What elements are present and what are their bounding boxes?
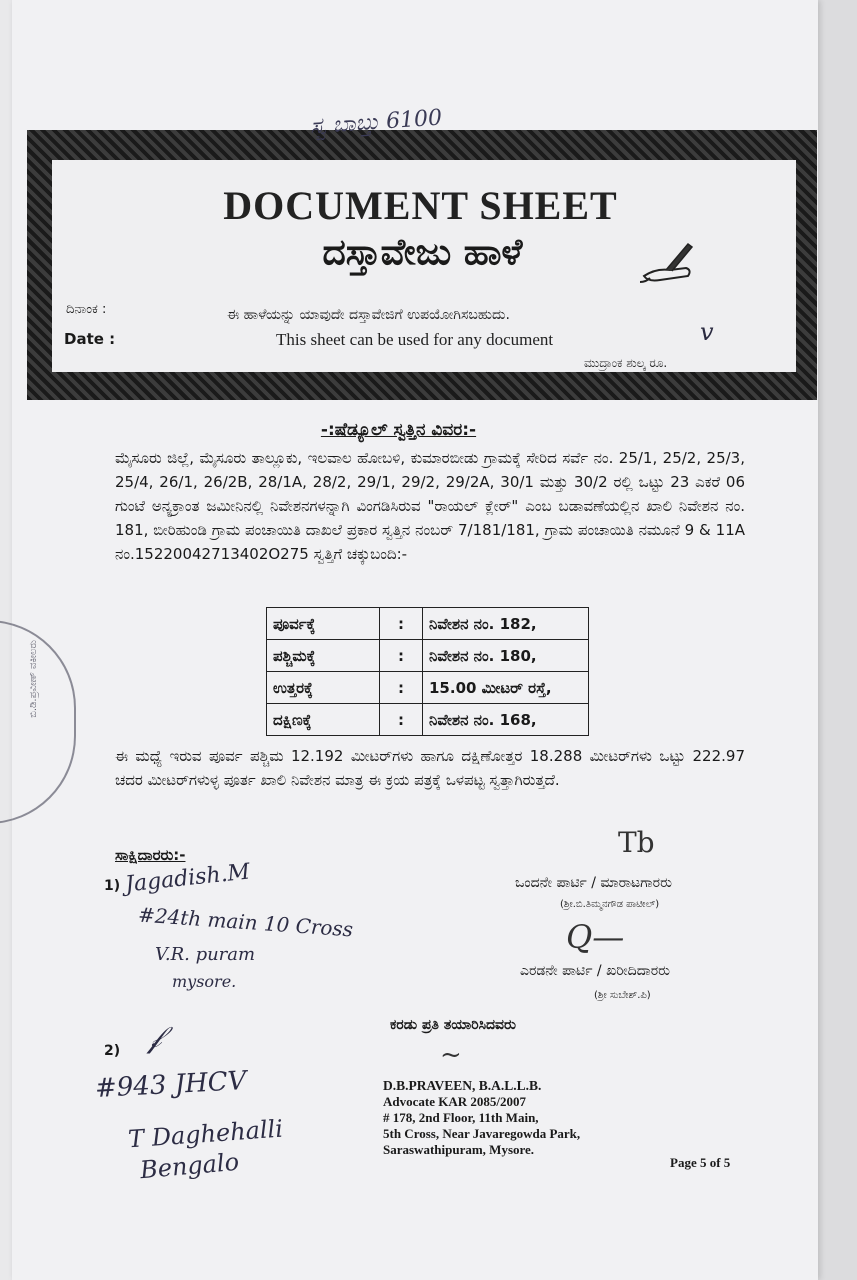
second-party-label: ಎರಡನೇ ಪಾರ್ಟಿ / ಖರೀದಿದಾರರು (520, 963, 670, 979)
witness-2-address-line: Bengalo (138, 1147, 241, 1185)
witness-2-address-line: #943 JHCV (94, 1066, 248, 1104)
witness-2-signature: 𝒻 (148, 1020, 162, 1055)
seal-text: ಬಿ.ಡಿ.ಪ್ರವೀಣ್ ವಕೀಲರು (28, 640, 39, 718)
advocate-name: D.B.PRAVEEN, B.A.L.L.B. (383, 1078, 542, 1093)
witness-1-number: 1) (104, 878, 121, 894)
witness-1-signature: Jagadish.M (124, 859, 252, 898)
schedule-paragraph-2: ಈ ಮಧ್ಯೆ ಇರುವ ಪೂರ್ವ ಪಶ್ಚಿಮ 12.192 ಮೀಟರ್‌ಗಳು ಹಾಗೂ ದಕ್ಷಿಣೋತ್ತರ 18.288 ಮೀಟರ್‌ಗಳು ಒಟ್ಟು 222.97 ಚದರ ಮೀಟರ್‌ಗಳುಳ್ಳ ಪೂರ್ತ ಖಾಲಿ ನಿವೇಶನ ಮಾತ್ರ ಈ ಕ್ರಯ ಪತ್ರಕ್ಕೆ ಒಳಪಟ್ಟ ಸ್ವತ್ತಾಗಿರುತ್ತದೆ. (115, 747, 745, 789)
boundary-value: ನಿವೇಶನ ನಂ. 180, (423, 640, 589, 672)
boundary-separator: : (380, 608, 423, 640)
schedule-title: -:ಷೆಡ್ಯೂಲ್ ಸ್ವತ್ತಿನ ವಿವರ:- (320, 420, 477, 440)
prepared-by-label: ಕರಡು ಪ್ರತಿ ತಯಾರಿಸಿದವರು (390, 1017, 516, 1033)
quill-hand-icon (636, 238, 700, 286)
stamp-duty-label: ಮುದ್ರಾಂಕ ಶುಲ್ಕ ರೂ. (584, 356, 668, 370)
second-party-signature: Q— (566, 918, 625, 956)
witness-2-number: 2) (104, 1043, 121, 1059)
advocate-block (383, 1078, 580, 1158)
preparer-signature: ~ (440, 1040, 462, 1070)
witness-1-address-line: V.R. puram (155, 944, 256, 965)
top-handwritten-note: ಸ್ವ ಬಾಬ್ತು 6100 (309, 105, 443, 140)
first-party-name: (ಶ್ರೀ.ಬಿ.ತಿಮ್ಮನಗೌಡ ಪಾಟೀಲ್) (560, 899, 660, 910)
boundary-direction: ಉತ್ತರಕ್ಕೆ (267, 672, 380, 704)
date-label: Date : (64, 330, 116, 348)
boundary-direction: ಪಶ್ಚಿಮಕ್ಕೆ (267, 640, 380, 672)
dinanka-label: ದಿನಾಂಕ : (66, 302, 107, 317)
advocate-line: Advocate KAR 2085/2007 (383, 1094, 526, 1109)
second-party-name: (ಶ್ರೀ ಸುಬೇಶ್.ಪಿ) (594, 990, 651, 1001)
advocate-line: 5th Cross, Near Javaregowda Park, (383, 1126, 581, 1141)
schedule-paragraph-1: ಮೈಸೂರು ಜಿಲ್ಲೆ, ಮೈಸೂರು ತಾಲ್ಲೂಕು, ಇಲವಾಲ ಹೋಬಳಿ, ಕುಮಾರಬೀಡು ಗ್ರಾಮಕ್ಕೆ ಸೇರಿದ ಸರ್ವೆ ನಂ. 25/1, 25/2, 25/3, 25/4, 26/1, 26/2B, 28/1A, 28/2, 29/1, 29/2, 29/2A, 30/1 ಮತ್ತು 30/2 ರಲ್ಲಿ ಒಟ್ಟು 23 ಎಕರೆ 06 ಗುಂಟೆ ಅನ್ಯಕ್ರಾಂತ ಜಮೀನಿನಲ್ಲಿ ನಿವೇಶನಗಳನ್ನಾಗಿ ವಿಂಗಡಿಸಿರುವ "ರಾಯಲ್ ಕ್ಲೇರ್" ಎಂಬ ಬಡಾವಣೆಯಲ್ಲಿನ ಖಾಲಿ ನಿವೇಶನ ನಂ. 181, ಬೀರಿಹುಂಡಿ ಗ್ರಾಮ ಪಂಚಾಯಿತಿ ದಾಖಲೆ ಪ್ರಕಾರ ಸ್ವತ್ತಿನ ನಂಬರ್ 7/181/181, ಗ್ರಾಮ ಪಂಚಾಯಿತಿ ನಮೂನೆ 9 & 11A ನಂ.15220042713402O275 ಸ್ವತ್ತಿಗೆ ಚಕ್ಕುಬಂದಿ:- (115, 449, 745, 563)
sheet-note-kannada: ಈ ಹಾಳೆಯನ್ನು ಯಾವುದೇ ದಸ್ತಾವೇಜಿಗೆ ಉಪಯೋಗಿಸಬಹುದು. (227, 307, 510, 323)
table-row (267, 640, 589, 672)
boundary-separator: : (380, 672, 423, 704)
watermark-strip (822, 40, 840, 640)
page-number: Page 5 of 5 (670, 1155, 731, 1170)
boundary-separator: : (380, 640, 423, 672)
table-row (267, 672, 589, 704)
witness-1-address-line: #24th main 10 Cross (137, 902, 354, 942)
table-row (267, 704, 589, 736)
first-party-label: ಒಂದನೇ ಪಾರ್ಟಿ / ಮಾರಾಟಗಾರರು (515, 875, 672, 891)
boundary-direction: ಪೂರ್ವಕ್ಕೆ (267, 608, 380, 640)
boundary-separator: : (380, 704, 423, 736)
sheet-note-english: This sheet can be used for any document (276, 330, 554, 349)
boundary-value: ನಿವೇಶನ ನಂ. 182, (423, 608, 589, 640)
boundary-direction: ದಕ್ಷಿಣಕ್ಕೆ (267, 704, 380, 736)
document-title-kannada: ದಸ್ತಾವೇಜು ಹಾಳೆ (322, 232, 523, 273)
boundary-table (266, 607, 589, 736)
handwritten-mark: v (700, 318, 714, 346)
witness-1-address-line: mysore. (172, 972, 237, 991)
advocate-line: # 178, 2nd Floor, 11th Main, (383, 1110, 539, 1125)
boundary-value: ನಿವೇಶನ ನಂ. 168, (423, 704, 589, 736)
witnesses-title: ಸಾಕ್ಷಿದಾರರು:- (115, 846, 186, 864)
boundary-value: 15.00 ಮೀಟರ್ ರಸ್ತೆ, (423, 672, 589, 704)
first-party-signature: Tb (618, 826, 655, 859)
advocate-line: Saraswathipuram, Mysore. (383, 1142, 535, 1157)
witness-2-address-line: T Daghehalli (127, 1114, 284, 1154)
document-title-english: DOCUMENT SHEET (223, 183, 618, 228)
table-row (267, 608, 589, 640)
